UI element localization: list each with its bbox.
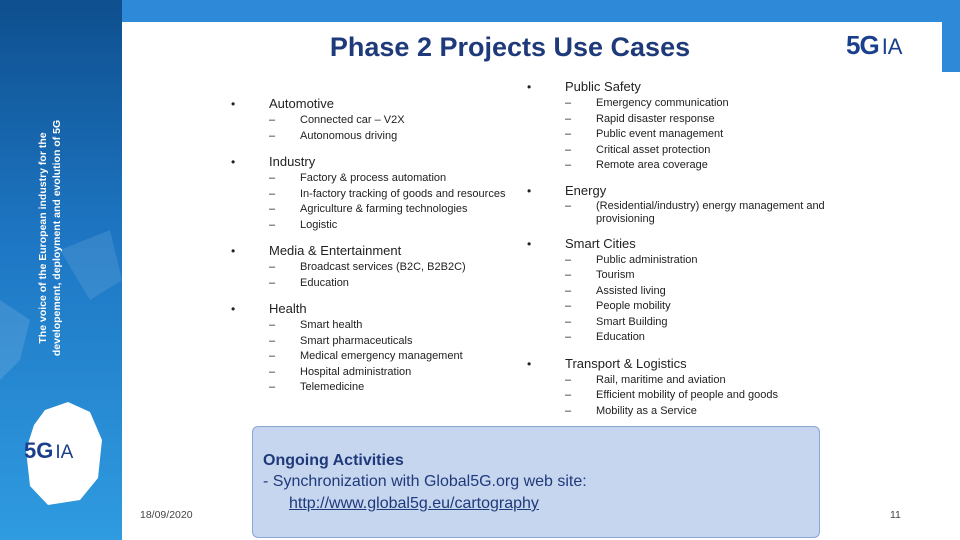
section-title: Energy (565, 182, 607, 198)
right-column (527, 78, 865, 419)
bullet-icon: • (231, 155, 236, 169)
list-item: – (Residential/industry) energy management and provisioning (565, 199, 825, 225)
dash-marker: – (565, 389, 572, 401)
bullet-icon: • (527, 80, 532, 94)
sidebar-logo-ia: IA (55, 442, 74, 463)
dash-marker: – (565, 159, 572, 171)
section-title: Public Safety (565, 79, 641, 94)
dash-marker: – (565, 315, 572, 328)
dash-marker: – (269, 350, 276, 362)
list-item: – Emergency communication (565, 96, 865, 112)
list-item: – Telemedicine (269, 380, 549, 396)
section-energy (527, 182, 865, 226)
bullet-icon: • (231, 302, 236, 316)
section-health (231, 300, 549, 396)
list-item: – Rail, maritime and aviation (565, 373, 865, 389)
list-item: – Rapid disaster response (565, 112, 865, 128)
sidebar-tagline (36, 88, 64, 388)
dash-marker: – (565, 284, 572, 297)
list-item: – Public event management (565, 127, 865, 143)
list-item: – Factory & process automation (269, 171, 549, 187)
section-industry (231, 153, 549, 233)
list-item: – Broadcast services (B2C, B2B2C) (269, 260, 549, 276)
header-logo-5g: 5G (846, 30, 879, 60)
dash-marker: – (565, 128, 572, 140)
list-item: – Assisted living (565, 284, 865, 300)
list-item: – Smart pharmaceuticals (269, 334, 549, 350)
section-media (231, 242, 549, 291)
bullet-icon: • (527, 183, 532, 198)
section-automotive (231, 95, 549, 144)
list-item: – Remote area coverage (565, 158, 865, 174)
dash-marker: – (565, 143, 572, 156)
list-item: – Efficient mobility of people and goods (565, 388, 865, 404)
dash-marker: – (269, 276, 276, 289)
list-item: – Tourism (565, 268, 865, 284)
ongoing-activities-box (252, 426, 820, 538)
dash-marker: – (269, 319, 276, 331)
list-item: – Mobility as a Service (565, 404, 865, 420)
dash-marker: – (565, 112, 572, 125)
right-accent-strip (942, 22, 960, 72)
list-item: – Education (565, 330, 865, 346)
header-logo (846, 30, 902, 61)
left-column (231, 95, 549, 396)
section-title: Industry (269, 154, 316, 169)
dash-marker: – (269, 172, 276, 184)
dash-marker: – (565, 269, 572, 281)
sidebar-logo-5g: 5G (24, 438, 54, 463)
list-item: – Public administration (565, 253, 865, 269)
dash-marker: – (269, 218, 276, 231)
list-item: – Autonomous driving (269, 129, 549, 145)
top-banner (122, 0, 960, 22)
list-item: – Connected car – V2X (269, 113, 549, 129)
dash-marker: – (565, 300, 572, 312)
list-item: – Hospital administration (269, 365, 549, 381)
cartography-link[interactable]: http://www.global5g.eu/cartography (289, 495, 539, 512)
section-smart-cities (527, 235, 865, 346)
section-title: Health (269, 301, 307, 316)
dash-marker: – (269, 114, 276, 126)
dash-marker: – (269, 261, 276, 273)
sidebar (0, 0, 122, 540)
list-item: – Medical emergency management (269, 349, 549, 365)
dash-marker: – (565, 373, 572, 386)
list-item: – Logistic (269, 218, 549, 234)
section-public-safety (527, 78, 865, 174)
ongoing-heading: Ongoing Activities (263, 452, 404, 469)
list-item: – Critical asset protection (565, 143, 865, 159)
dash-marker: – (269, 203, 276, 215)
dash-marker: – (565, 404, 572, 417)
list-item: – Smart Building (565, 315, 865, 331)
dash-marker: – (269, 129, 276, 142)
section-title: Automotive (269, 96, 335, 111)
header-logo-ia: IA (881, 34, 903, 59)
list-item: – Education (269, 276, 549, 292)
page-number: 11 (890, 509, 901, 521)
bullet-icon: • (231, 97, 236, 111)
dash-marker: – (565, 199, 572, 212)
bullet-icon: • (527, 356, 532, 371)
ongoing-line: - Synchronization with Global5G.org web site: (263, 473, 587, 490)
tagline-line-2: developement, deployment and evolution of 5G (51, 119, 63, 357)
bullet-icon: • (231, 244, 236, 258)
dash-marker: – (269, 365, 276, 378)
section-title: Media & Entertainment (269, 243, 402, 258)
section-transport (527, 355, 865, 420)
section-title: Transport & Logistics (565, 355, 687, 371)
bullet-icon: • (527, 236, 532, 251)
list-item: – Agriculture & farming technologies (269, 202, 549, 218)
dash-marker: – (269, 381, 276, 393)
tagline-line-1: The voice of the European industry for the (37, 132, 49, 344)
page-title: Phase 2 Projects Use Cases (329, 32, 691, 62)
dash-marker: – (269, 187, 276, 200)
footer-date: 18/09/2020 (140, 509, 193, 521)
dash-marker: – (269, 334, 276, 347)
dash-marker: – (565, 253, 572, 266)
dash-marker: – (565, 97, 572, 109)
sidebar-logo (24, 438, 73, 464)
list-item: – In-factory tracking of goods and resources (269, 187, 549, 203)
list-item: – People mobility (565, 299, 865, 315)
dash-marker: – (565, 331, 572, 343)
section-title: Smart Cities (565, 235, 636, 251)
list-item: – Smart health (269, 318, 549, 334)
